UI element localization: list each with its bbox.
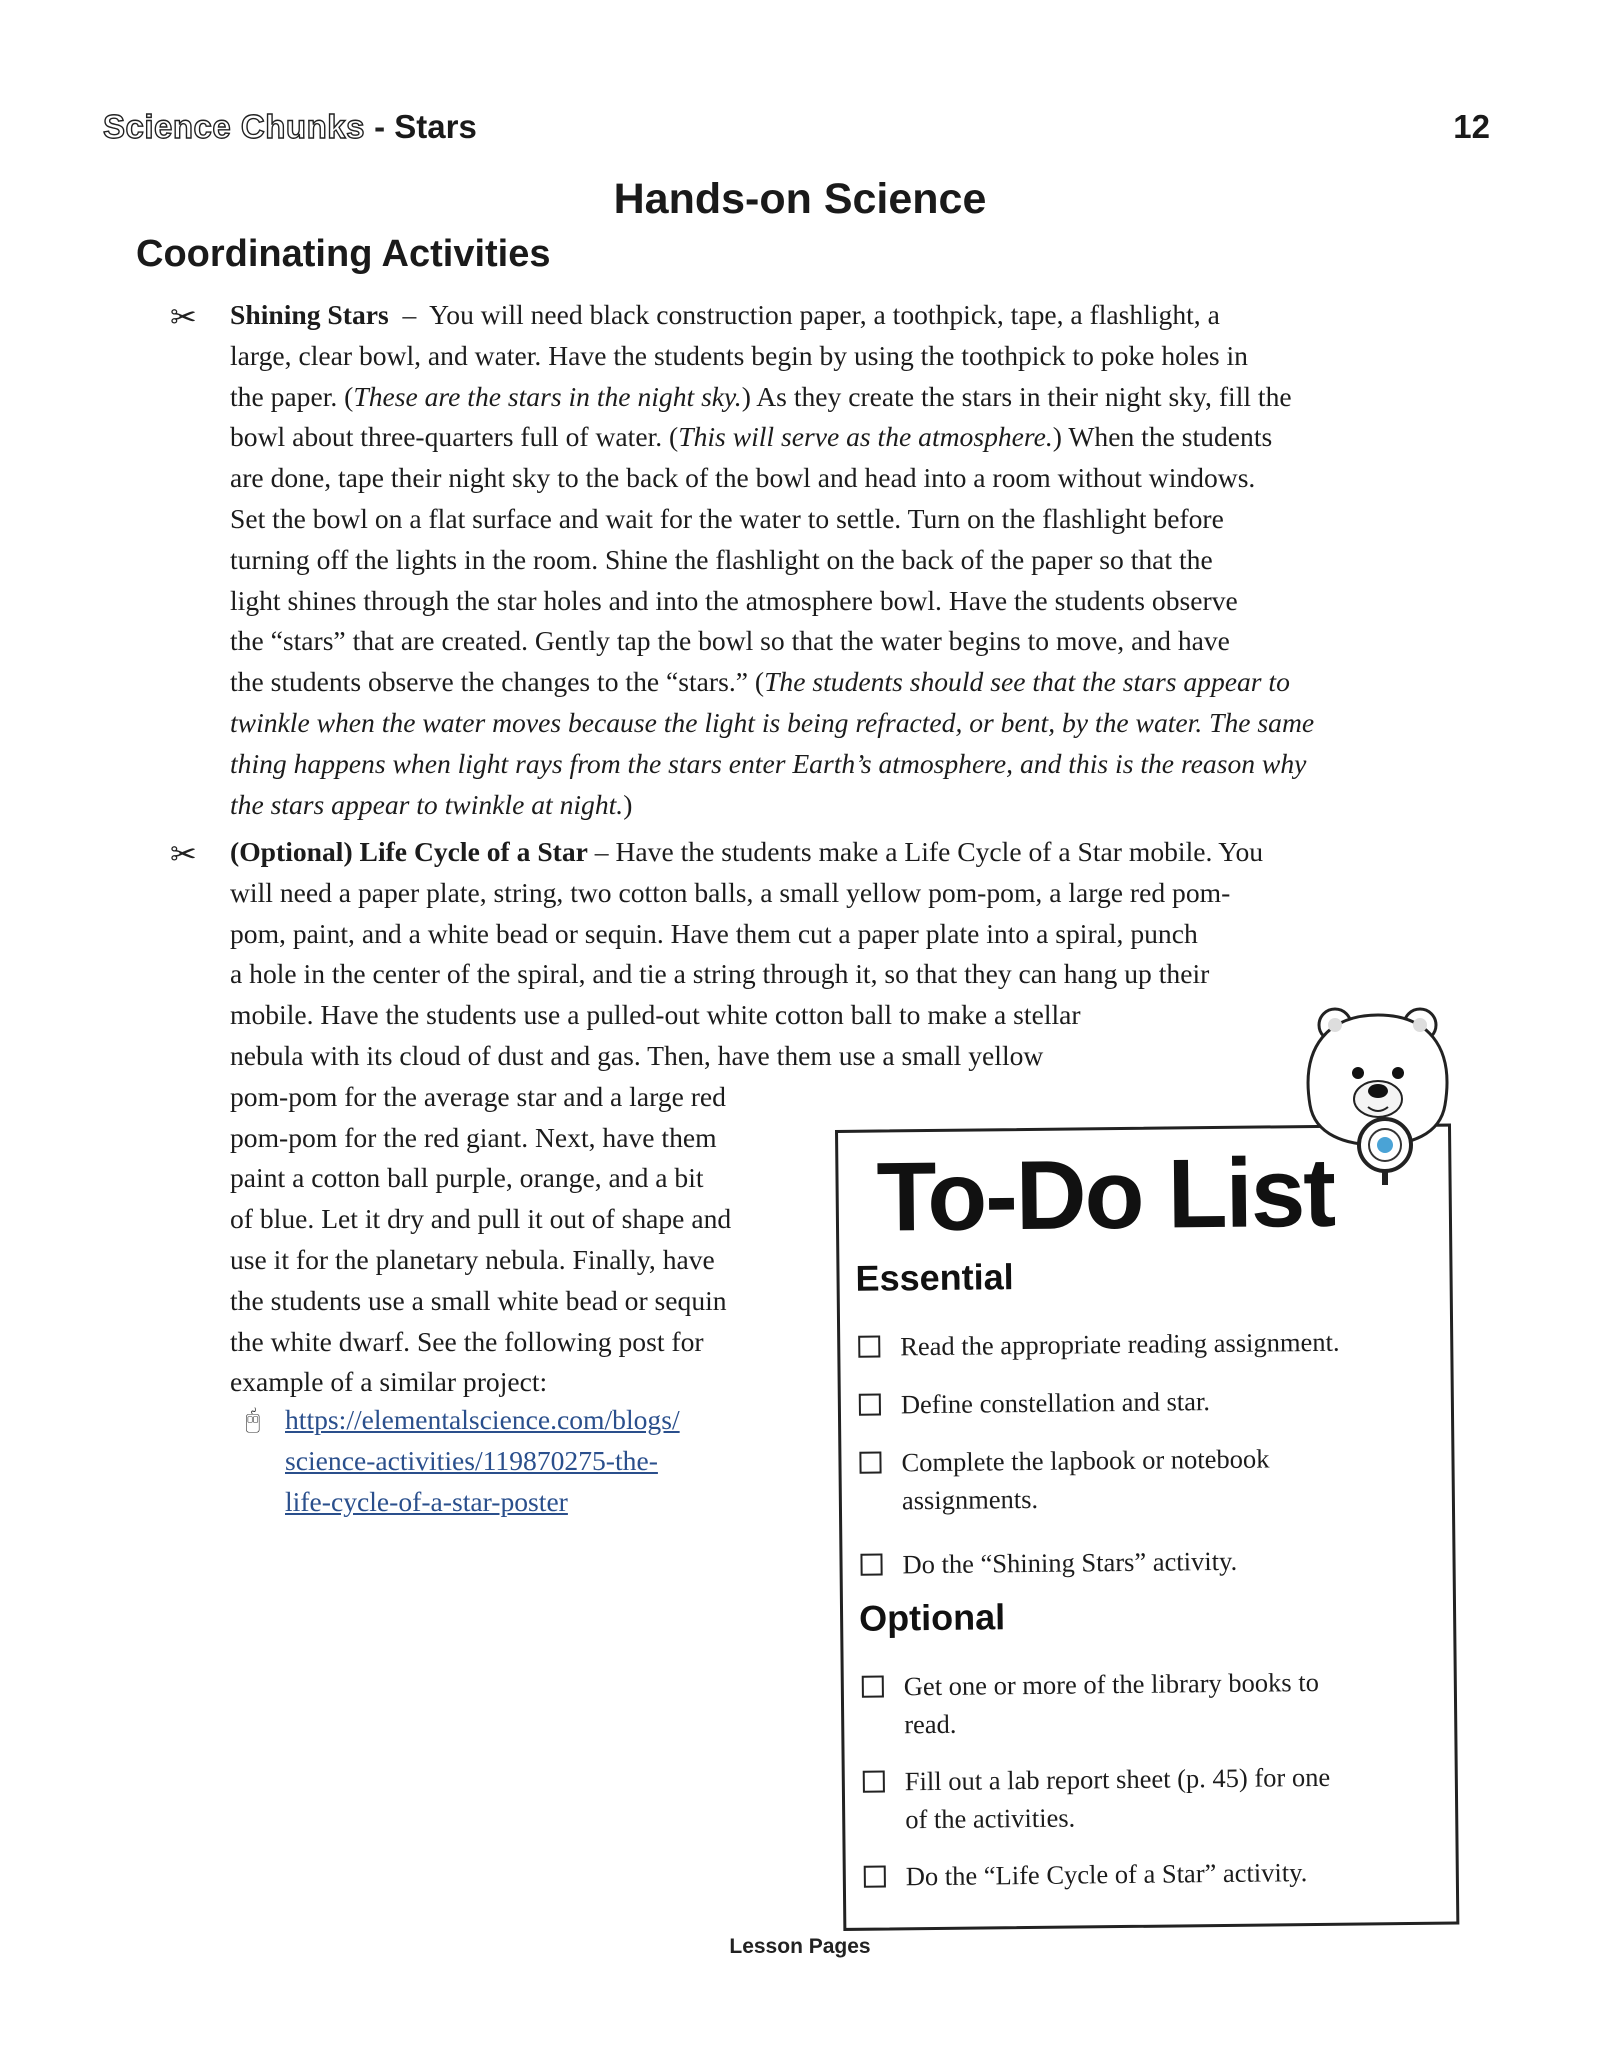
activity-line: will need a paper plate, string, two cotton balls, a small yellow pom-pom, a large red pom-	[230, 876, 1231, 908]
activity-line: of blue. Let it dry and pull it out of shape and	[230, 1203, 732, 1235]
activity-line: twinkle when the water moves because the light is being refracted, or bent, by the water. The same	[230, 706, 1315, 738]
activity-line: the students use a small white bead or sequin	[230, 1284, 727, 1316]
activity-line: are done, tape their night sky to the back of the bowl and head into a room without windows.	[230, 462, 1256, 494]
activity-line: pom-pom for the average star and a large red	[230, 1080, 726, 1112]
todo-item: Do the “Shining Stars” activity.	[860, 1540, 1420, 1584]
polar-bear-mascot-icon	[1290, 995, 1465, 1185]
todo-item: Fill out a lab report sheet (p. 45) for one of the activities.	[863, 1757, 1424, 1839]
checkbox-icon[interactable]	[858, 1336, 880, 1358]
activity-line: example of a similar project:	[230, 1366, 548, 1398]
activity-line: Shining Stars – You will need black construction paper, a toothpick, tape, a flashlight, a	[230, 299, 1220, 330]
mouse-icon: 🖰	[245, 1405, 261, 1435]
activity-line: light shines through the star holes and into the atmosphere bowl. Have the students observe	[230, 584, 1238, 616]
todo-list-card	[835, 1124, 1459, 1931]
activity-shining-stars	[170, 295, 1460, 825]
activity-line: the stars appear to twinkle at night.)	[230, 788, 633, 820]
activity-line: nebula with its cloud of dust and gas. Then, have them use a small yellow	[230, 1039, 1044, 1071]
todo-item: Do the “Life Cycle of a Star” activity.	[864, 1852, 1424, 1896]
activity-line: use it for the planetary nebula. Finally, have	[230, 1243, 715, 1275]
todo-title: To-Do List	[876, 1136, 1335, 1252]
checkbox-icon[interactable]	[863, 1771, 885, 1793]
scissors-icon: ✂	[170, 298, 197, 336]
page-footer: Lesson Pages	[729, 1935, 871, 1958]
activity-line: Set the bowl on a flat surface and wait for the water to settle. Turn on the flashlight before	[230, 502, 1224, 534]
resource-link[interactable]: https://elementalscience.com/blogs/ science-activities/119870275-the- life-cycle-of-a-star-poster	[285, 1404, 680, 1517]
page-number: 12	[1453, 108, 1490, 145]
todo-item: Define constellation and star.	[859, 1380, 1419, 1424]
checkbox-icon[interactable]	[859, 1394, 881, 1416]
activity-line: large, clear bowl, and water. Have the students begin by using the toothpick to poke holes in	[230, 339, 1248, 371]
activity-name: (Optional) Life Cycle of a Star	[230, 836, 588, 867]
series-name: Science Chunks	[103, 108, 365, 145]
activity-line: thing happens when light rays from the stars enter Earth’s atmosphere, and this is the reason why	[230, 747, 1307, 779]
checkbox-icon[interactable]	[862, 1676, 884, 1698]
todo-item: Get one or more of the library books to read.	[862, 1662, 1423, 1744]
todo-item: Read the appropriate reading assignment.	[858, 1322, 1418, 1366]
checkbox-icon[interactable]	[864, 1866, 886, 1888]
page-title: Hands-on Science	[613, 175, 987, 223]
activity-line: turning off the lights in the room. Shine the flashlight on the back of the paper so that the	[230, 543, 1213, 575]
activity-line: the “stars” that are created. Gently tap the bowl so that the water begins to move, and have	[230, 625, 1230, 657]
activity-line: (Optional) Life Cycle of a Star – Have the students make a Life Cycle of a Star mobile. You	[230, 836, 1264, 867]
running-header	[103, 108, 477, 146]
header-separator: -	[364, 108, 395, 145]
essential-heading: Essential	[855, 1256, 1014, 1299]
todo-item: Complete the lapbook or notebook assignments.	[859, 1438, 1420, 1520]
scissors-icon: ✂	[170, 835, 197, 873]
checkbox-icon[interactable]	[860, 1554, 882, 1576]
header-topic: Stars	[394, 108, 477, 145]
activity-line: mobile. Have the students use a pulled-out white cotton ball to make a stellar	[230, 999, 1081, 1031]
activity-line: the white dwarf. See the following post for	[230, 1325, 704, 1357]
activity-line: pom, paint, and a white bead or sequin. Have them cut a paper plate into a spiral, punch	[230, 917, 1198, 949]
activity-line: a hole in the center of the spiral, and tie a string through it, so that they can hang up their	[230, 958, 1210, 990]
activity-line: the students observe the changes to the “stars.” (The students should see that the stars appear to	[230, 666, 1290, 698]
activity-line: paint a cotton ball purple, orange, and a bit	[230, 1162, 704, 1194]
checkbox-icon[interactable]	[859, 1452, 881, 1474]
activity-line: bowl about three-quarters full of water. (This will serve as the atmosphere.) When the students	[230, 421, 1273, 453]
activity-line: the paper. (These are the stars in the night sky.) As they create the stars in their night sky, fill the	[230, 380, 1292, 412]
activity-name: Shining Stars	[230, 299, 389, 330]
activity-line: pom-pom for the red giant. Next, have them	[230, 1121, 717, 1153]
resource-link-block	[245, 1400, 680, 1522]
optional-heading: Optional	[858, 1596, 1006, 1639]
section-title: Coordinating Activities	[136, 233, 551, 275]
